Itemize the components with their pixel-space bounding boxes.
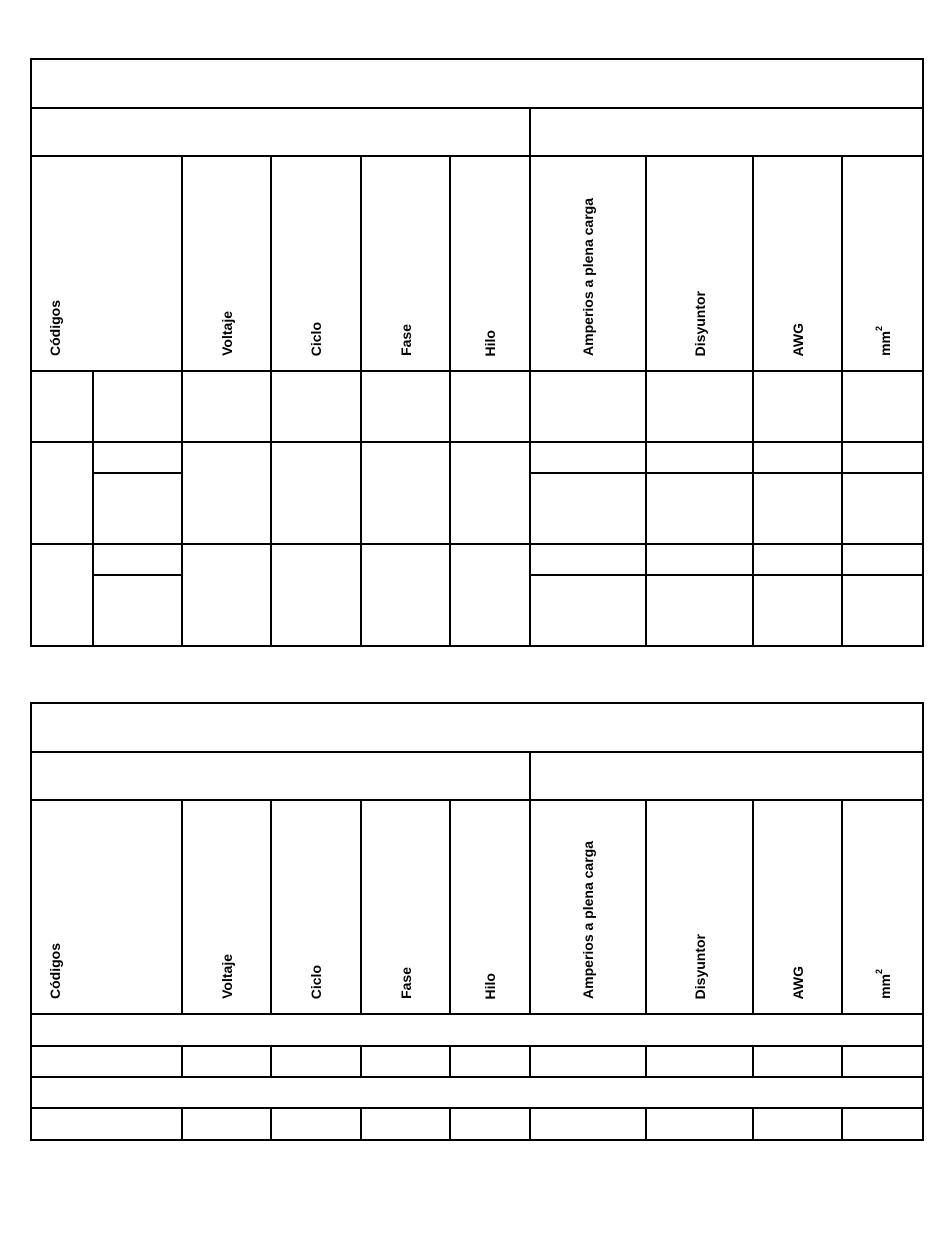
data-cell[interactable] [182, 544, 271, 646]
data-cell[interactable] [530, 1046, 646, 1077]
group-header-row [31, 108, 923, 156]
electrical-spec-table-1 [30, 58, 924, 647]
data-cell[interactable] [530, 544, 646, 575]
data-cell[interactable] [450, 544, 530, 646]
data-cell[interactable] [530, 371, 646, 442]
data-cell[interactable] [646, 442, 753, 473]
data-cell[interactable] [182, 442, 271, 544]
data-cell[interactable] [182, 1108, 271, 1140]
data-cell[interactable] [31, 1108, 182, 1140]
header-ciclo: Ciclo [271, 800, 361, 1014]
data-cell[interactable] [182, 371, 271, 442]
electrical-spec-table-2 [30, 702, 924, 1141]
data-cell[interactable] [271, 371, 361, 442]
data-cell[interactable] [753, 544, 842, 575]
header-mm2: $mm^2$ [842, 156, 923, 371]
header-fase: Fase [361, 156, 450, 371]
data-cell[interactable] [646, 575, 753, 646]
header-codigos: Códigos [31, 800, 182, 1014]
data-cell[interactable] [842, 473, 923, 544]
data-cell[interactable] [93, 442, 182, 473]
group-header-row [31, 752, 923, 800]
data-cell[interactable] [842, 371, 923, 442]
data-cell[interactable] [31, 371, 93, 442]
table-row [31, 442, 923, 473]
data-cell[interactable] [361, 1108, 450, 1140]
data-cell[interactable] [93, 371, 182, 442]
data-cell[interactable] [646, 544, 753, 575]
data-cell[interactable] [842, 544, 923, 575]
group-header-right[interactable] [530, 108, 923, 156]
section-cell[interactable] [31, 1077, 923, 1108]
table-row [31, 1108, 923, 1140]
data-cell[interactable] [842, 1046, 923, 1077]
data-cell[interactable] [753, 371, 842, 442]
header-amperios: Amperios a plena carga [530, 156, 646, 371]
data-cell[interactable] [842, 575, 923, 646]
table-row [31, 544, 923, 575]
header-codigos: Códigos [31, 156, 182, 371]
group-header-left[interactable] [31, 752, 530, 800]
column-header-row [31, 800, 923, 1014]
data-cell[interactable] [93, 575, 182, 646]
data-cell[interactable] [753, 575, 842, 646]
data-cell[interactable] [753, 442, 842, 473]
title-cell[interactable] [31, 59, 923, 108]
title-row [31, 703, 923, 752]
data-cell[interactable] [646, 371, 753, 442]
data-cell[interactable] [361, 1046, 450, 1077]
column-header-row [31, 156, 923, 371]
data-cell[interactable] [753, 473, 842, 544]
header-amperios: Amperios a plena carga [530, 800, 646, 1014]
data-cell[interactable] [530, 442, 646, 473]
data-cell[interactable] [31, 544, 93, 646]
data-cell[interactable] [182, 1046, 271, 1077]
table-row [31, 1046, 923, 1077]
header-fase: Fase [361, 800, 450, 1014]
header-voltaje: Voltaje [182, 156, 271, 371]
group-header-left[interactable] [31, 108, 530, 156]
section-cell[interactable] [31, 1014, 923, 1046]
data-cell[interactable] [271, 1108, 361, 1140]
data-cell[interactable] [271, 544, 361, 646]
title-cell[interactable] [31, 703, 923, 752]
group-header-right[interactable] [530, 752, 923, 800]
data-cell[interactable] [530, 575, 646, 646]
data-cell[interactable] [842, 442, 923, 473]
data-cell[interactable] [93, 473, 182, 544]
data-cell[interactable] [842, 1108, 923, 1140]
data-cell[interactable] [271, 442, 361, 544]
header-ciclo: Ciclo [271, 156, 361, 371]
data-cell[interactable] [361, 371, 450, 442]
header-disyuntor: Disyuntor [646, 800, 753, 1014]
data-cell[interactable] [450, 1046, 530, 1077]
data-cell[interactable] [361, 544, 450, 646]
table-row [31, 371, 923, 442]
section-row [31, 1077, 923, 1108]
data-cell[interactable] [646, 1046, 753, 1077]
data-cell[interactable] [450, 371, 530, 442]
data-cell[interactable] [271, 1046, 361, 1077]
title-row [31, 59, 923, 108]
header-awg: AWG [753, 156, 842, 371]
header-mm2: $mm^2$ [842, 800, 923, 1014]
data-cell[interactable] [93, 544, 182, 575]
header-voltaje: Voltaje [182, 800, 271, 1014]
data-cell[interactable] [753, 1046, 842, 1077]
data-cell[interactable] [31, 1046, 182, 1077]
header-hilo: Hilo [450, 800, 530, 1014]
data-cell[interactable] [753, 1108, 842, 1140]
data-cell[interactable] [530, 473, 646, 544]
data-cell[interactable] [646, 473, 753, 544]
header-disyuntor: Disyuntor [646, 156, 753, 371]
section-row [31, 1014, 923, 1046]
data-cell[interactable] [530, 1108, 646, 1140]
data-cell[interactable] [361, 442, 450, 544]
data-cell[interactable] [31, 442, 93, 544]
header-awg: AWG [753, 800, 842, 1014]
data-cell[interactable] [450, 442, 530, 544]
data-cell[interactable] [646, 1108, 753, 1140]
data-cell[interactable] [450, 1108, 530, 1140]
header-hilo: Hilo [450, 156, 530, 371]
